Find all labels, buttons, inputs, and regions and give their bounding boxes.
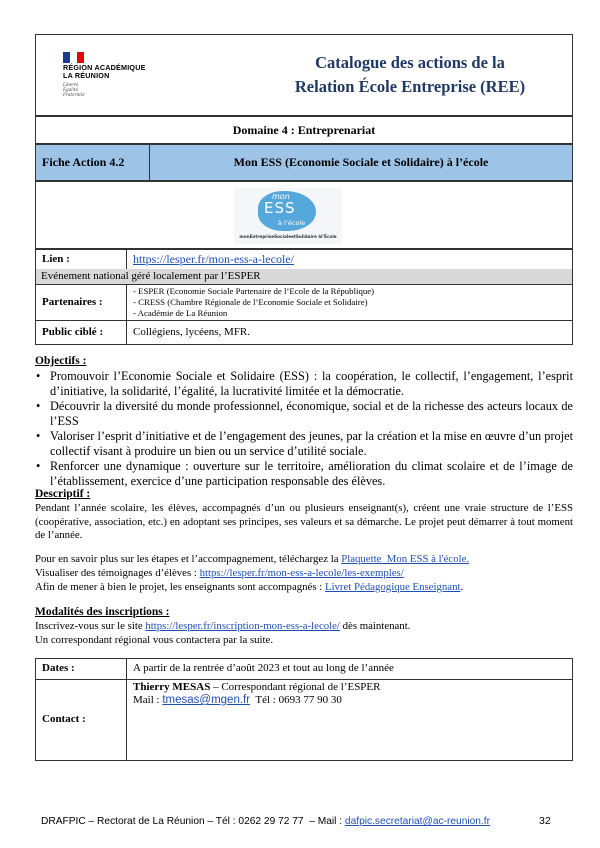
logo-motto: Liberté Égalité Fraternité bbox=[63, 82, 85, 97]
academie-logo bbox=[58, 48, 168, 104]
fiche-title: Mon ESS (Economie Sociale et Solidaire) à l’école bbox=[233, 155, 489, 169]
livret-link[interactable]: Livret Pédagogique Enseignant bbox=[324, 580, 461, 593]
dates-label: Dates : bbox=[36, 659, 127, 679]
header-box bbox=[35, 34, 573, 116]
modalites-line-1: Inscrivez-vous sur le site https://lesper.fr/inscription-mon-ess-a-lecole/ dès maintenant. bbox=[35, 619, 411, 632]
mail-label: Mail : bbox=[133, 694, 163, 706]
contact-row bbox=[36, 679, 572, 760]
list-item: • Renforcer une dynamique : ouverture sur le territoire, amélioration du climat scolaire et de l’image de l’établissement, exercice d’une participation responsable des élèves. bbox=[35, 459, 573, 489]
lien-link[interactable]: https://lesper.fr/mon-ess-a-lecole/ bbox=[133, 252, 294, 266]
modalites-heading: Modalités des inscriptions : bbox=[35, 606, 170, 618]
logo-region-text: RÉGION ACADÉMIQUE LA RÉUNION bbox=[63, 63, 146, 80]
public-row bbox=[36, 320, 572, 344]
savoir-line-3: Afin de mener à bien le projet, les enseignants sont accompagnés : Livret Pédagogique Enseignant. bbox=[35, 580, 464, 593]
partenaire-item: - ESPER (Economie Sociale Partenaire de l’Ecole de la République) bbox=[133, 286, 375, 296]
dates-row bbox=[36, 659, 572, 680]
list-item: • Valoriser l’esprit d’initiative et de l’engagement des jeunes, par la création et la mise en œuvre d’un projet collectif visant à produire un bien ou un service d’utilité sociale. bbox=[35, 429, 573, 459]
dates-value: A partir de la rentrée d’août 2023 et tout au long de l’année bbox=[133, 662, 394, 674]
page-title: Catalogue des actions de la Relation École Entreprise (REE) bbox=[294, 53, 526, 96]
page-number: 32 bbox=[539, 815, 551, 827]
french-flag-icon bbox=[63, 50, 85, 61]
lien-row bbox=[36, 250, 572, 270]
public-value: Collégiens, lycéens, MFR. bbox=[133, 326, 251, 338]
partenaires-label: Partenaires : bbox=[36, 285, 127, 320]
ess-logo-ess: ESS bbox=[264, 199, 296, 217]
objectifs-heading: Objectifs : bbox=[35, 355, 87, 367]
descriptif-heading: Descriptif : bbox=[35, 488, 91, 500]
contact-value bbox=[133, 681, 568, 760]
mon-ess-logo bbox=[234, 188, 342, 244]
list-item: • Promouvoir l’Economie Sociale et Solidaire (ESS) : la coopération, le collectif, l’engagement, l’esprit d’initiative, la solidarité, l’égalité, la lucrativité limitée et la démocratie. bbox=[35, 369, 573, 399]
partenaire-item: - Académie de La Réunion bbox=[133, 308, 228, 318]
modalites-line-2: Un correspondant régional vous contactera par la suite. bbox=[35, 633, 274, 646]
partenaires-row bbox=[36, 285, 572, 321]
contact-label: Contact : bbox=[36, 679, 127, 760]
fiche-row bbox=[35, 144, 573, 181]
savoir-line-1: Pour en savoir plus sur les étapes et l’accompagnement, téléchargez la Plaquette_Mon ESS à l'école. bbox=[35, 553, 470, 565]
fiche-code: Fiche Action 4.2 bbox=[36, 145, 150, 180]
page-footer: DRAFPIC – Rectorat de La Réunion – Tél : 0262 29 72 77 – Mail : dafpic.secretariat@ac-reunion.fr bbox=[41, 816, 491, 827]
savoir-line-2: Visualiser des témoignages d’élèves : https://lesper.fr/mon-ess-a-lecole/les-exemples/ bbox=[35, 566, 404, 579]
contact-role: – Correspondant régional de l’ESPER bbox=[210, 681, 381, 693]
event-row: Evénement national géré localement par l’ESPER bbox=[36, 269, 572, 285]
descriptif-text: Pendant l’année scolaire, les élèves, accompagnés d’un ou plusieurs enseignant(s), créent une vraie structure de l’ESS (coopérative, association, etc.) en adoptant ses principes, ses valeurs et sa démarche. Le projet peut démarrer à tout moment de l’année. bbox=[35, 501, 573, 542]
footer-mail-link[interactable]: dafpic.secretariat@ac-reunion.fr bbox=[344, 816, 491, 827]
plaquette-link[interactable]: Plaquette_Mon ESS à l'école. bbox=[341, 553, 470, 565]
ess-logo-tagline: monEntrepriseSocialeetSolidaire àl’École bbox=[239, 234, 337, 239]
dates-contact-table bbox=[35, 658, 573, 761]
contact-mail-link[interactable]: tmesas@mgen.fr bbox=[162, 694, 251, 706]
info-table bbox=[35, 249, 573, 345]
partenaire-item: - CRESS (Chambre Régionale de l’Economie Sociale et Solidaire) bbox=[133, 297, 368, 307]
modalites-section bbox=[35, 606, 573, 647]
partenaires-list bbox=[133, 286, 568, 320]
contact-name: Thierry MESAS bbox=[133, 681, 211, 693]
list-item: • Découvrir la diversité du monde professionnel, économique, social et de la richesse des acteurs locaux de l’ESS bbox=[35, 399, 573, 429]
domain-row: Domaine 4 : Entreprenariat bbox=[35, 116, 573, 144]
ess-logo-mon: mon bbox=[272, 192, 290, 201]
objectifs-list bbox=[35, 369, 573, 489]
inscription-link[interactable]: https://lesper.fr/inscription-mon-ess-a-lecole/ bbox=[145, 619, 340, 632]
savoir-section bbox=[35, 553, 573, 594]
lien-label: Lien : bbox=[36, 250, 127, 269]
descriptif-section bbox=[35, 488, 573, 543]
temoignages-link[interactable]: https://lesper.fr/mon-ess-a-lecole/les-exemples/ bbox=[199, 566, 404, 579]
objectifs-section bbox=[35, 354, 573, 489]
contact-tel: Tél : 0693 77 90 30 bbox=[250, 694, 342, 706]
ess-logo-ecole: à l’école bbox=[278, 219, 306, 227]
public-label: Public ciblé : bbox=[36, 320, 127, 344]
image-row bbox=[35, 181, 573, 249]
